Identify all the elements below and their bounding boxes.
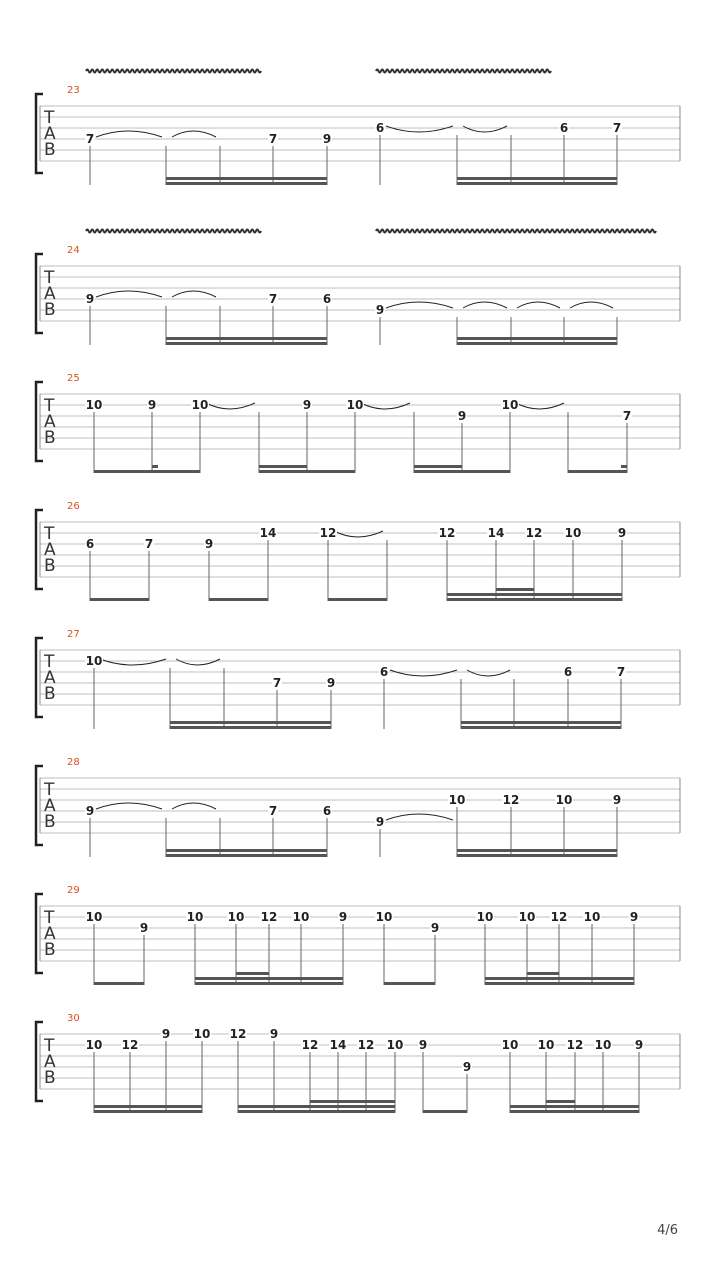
fret-number: 10 xyxy=(85,654,103,668)
beam xyxy=(94,470,200,473)
vibrato-mark xyxy=(86,70,261,73)
sub-beam xyxy=(414,465,462,468)
beam xyxy=(166,337,327,340)
tie-arc xyxy=(172,291,216,297)
tie-arc xyxy=(176,659,220,665)
fret-number: 6 xyxy=(85,537,95,551)
fret-number: 10 xyxy=(501,1038,519,1052)
fret-number: 10 xyxy=(518,910,536,924)
fret-number: 12 xyxy=(260,910,278,924)
fret-number: 9 xyxy=(375,303,385,317)
fret-number: 10 xyxy=(292,910,310,924)
fret-number: 9 xyxy=(139,921,149,935)
beam xyxy=(447,598,622,601)
measure-number: 29 xyxy=(67,885,80,896)
tab-clef-letter: T xyxy=(44,108,55,128)
fret-number: 10 xyxy=(476,910,494,924)
fret-number: 10 xyxy=(583,910,601,924)
fret-number: 12 xyxy=(502,793,520,807)
measure-number: 27 xyxy=(67,629,80,640)
beam xyxy=(166,849,327,852)
fret-number: 10 xyxy=(386,1038,404,1052)
tab-clef-letter: B xyxy=(44,940,56,960)
fret-number: 9 xyxy=(418,1038,428,1052)
fret-number: 9 xyxy=(302,398,312,412)
tie-arc xyxy=(206,403,255,409)
fret-number: 9 xyxy=(462,1060,472,1074)
tie-arc xyxy=(172,131,216,137)
fret-number: 6 xyxy=(559,121,569,135)
tie-arc xyxy=(386,126,453,132)
beam xyxy=(510,1105,639,1108)
beam xyxy=(423,1110,467,1113)
tie-arc xyxy=(334,531,383,537)
tie-arc xyxy=(516,403,564,409)
fret-number: 10 xyxy=(227,910,245,924)
fret-number: 9 xyxy=(629,910,639,924)
fret-number: 10 xyxy=(85,1038,103,1052)
beam xyxy=(510,1110,639,1113)
fret-number: 14 xyxy=(487,526,505,540)
fret-number: 10 xyxy=(375,910,393,924)
beam xyxy=(238,1105,395,1108)
beam xyxy=(457,849,617,852)
tie-arc xyxy=(517,302,560,308)
fret-number: 7 xyxy=(622,409,632,423)
tab-clef-letter: A xyxy=(44,668,56,688)
tab-clef-letter: T xyxy=(44,396,55,416)
beam xyxy=(94,982,144,985)
beam xyxy=(485,982,634,985)
fret-number: 12 xyxy=(566,1038,584,1052)
fret-number: 7 xyxy=(268,804,278,818)
fret-number: 12 xyxy=(229,1027,247,1041)
tab-clef-letter: T xyxy=(44,524,55,544)
beam xyxy=(461,726,621,729)
beam xyxy=(94,1110,202,1113)
fret-number: 7 xyxy=(268,292,278,306)
fret-number: 10 xyxy=(191,398,209,412)
tie-arc xyxy=(463,126,507,132)
fret-number: 10 xyxy=(501,398,519,412)
sub-beam xyxy=(496,588,534,591)
beam xyxy=(94,1105,202,1108)
measure-number: 23 xyxy=(67,85,80,96)
sub-beam xyxy=(527,972,559,975)
fret-number: 7 xyxy=(616,665,626,679)
beam xyxy=(195,977,343,980)
tab-clef-letter: B xyxy=(44,428,56,448)
tab-clef-letter: B xyxy=(44,556,56,576)
beam xyxy=(568,470,627,473)
tie-arc xyxy=(96,803,162,809)
tie-arc xyxy=(386,814,453,820)
fret-number: 9 xyxy=(457,409,467,423)
sub-beam xyxy=(621,465,627,468)
beam xyxy=(457,342,617,345)
beam xyxy=(485,977,634,980)
fret-number: 10 xyxy=(594,1038,612,1052)
fret-number: 9 xyxy=(338,910,348,924)
tie-arc xyxy=(386,302,453,308)
measure-number: 28 xyxy=(67,757,80,768)
beam xyxy=(170,726,331,729)
beam xyxy=(457,182,617,185)
beam xyxy=(195,982,343,985)
fret-number: 10 xyxy=(193,1027,211,1041)
tab-clef-letter: A xyxy=(44,284,56,304)
tab-clef-letter: T xyxy=(44,1036,55,1056)
tie-arc xyxy=(172,803,216,809)
vibrato-mark xyxy=(376,70,551,73)
tie-arc xyxy=(390,670,457,676)
fret-number: 10 xyxy=(564,526,582,540)
fret-number: 12 xyxy=(301,1038,319,1052)
fret-number: 9 xyxy=(85,292,95,306)
fret-number: 12 xyxy=(319,526,337,540)
fret-number: 10 xyxy=(346,398,364,412)
tie-arc xyxy=(100,659,166,665)
fret-number: 9 xyxy=(326,676,336,690)
sub-beam xyxy=(546,1100,575,1103)
fret-number: 10 xyxy=(186,910,204,924)
tab-clef-letter: A xyxy=(44,412,56,432)
beam xyxy=(166,182,327,185)
fret-number: 12 xyxy=(357,1038,375,1052)
fret-number: 14 xyxy=(329,1038,347,1052)
beam xyxy=(166,854,327,857)
tie-arc xyxy=(570,302,613,308)
beam xyxy=(166,342,327,345)
tab-clef-letter: A xyxy=(44,924,56,944)
tie-arc xyxy=(361,403,410,409)
fret-number: 6 xyxy=(563,665,573,679)
fret-number: 6 xyxy=(375,121,385,135)
sub-beam xyxy=(259,465,307,468)
fret-number: 9 xyxy=(161,1027,171,1041)
tab-clef-letter: T xyxy=(44,908,55,928)
vibrato-mark xyxy=(86,230,261,233)
tie-arc xyxy=(96,131,162,137)
tab-clef-letter: T xyxy=(44,780,55,800)
beam xyxy=(209,598,268,601)
measure-number: 26 xyxy=(67,501,80,512)
tab-clef-letter: A xyxy=(44,796,56,816)
fret-number: 9 xyxy=(204,537,214,551)
fret-number: 7 xyxy=(612,121,622,135)
fret-number: 10 xyxy=(537,1038,555,1052)
tie-arc xyxy=(467,670,510,676)
beam xyxy=(170,721,331,724)
beam xyxy=(414,470,510,473)
tie-arc xyxy=(463,302,507,308)
fret-number: 10 xyxy=(85,398,103,412)
fret-number: 7 xyxy=(272,676,282,690)
fret-number: 6 xyxy=(322,292,332,306)
fret-number: 12 xyxy=(525,526,543,540)
measure-number: 25 xyxy=(67,373,80,384)
tab-clef-letter: T xyxy=(44,268,55,288)
tab-clef-letter: A xyxy=(44,124,56,144)
fret-number: 6 xyxy=(379,665,389,679)
fret-number: 12 xyxy=(438,526,456,540)
fret-number: 9 xyxy=(430,921,440,935)
beam xyxy=(238,1110,395,1113)
fret-number: 9 xyxy=(634,1038,644,1052)
fret-number: 7 xyxy=(85,132,95,146)
fret-number: 12 xyxy=(121,1038,139,1052)
tab-clef-letter: A xyxy=(44,1052,56,1072)
fret-number: 12 xyxy=(550,910,568,924)
tie-arc xyxy=(96,291,162,297)
sub-beam xyxy=(152,465,158,468)
fret-number: 6 xyxy=(322,804,332,818)
page-number: 4/6 xyxy=(657,1223,678,1238)
measure-number: 30 xyxy=(67,1013,80,1024)
fret-number: 9 xyxy=(269,1027,279,1041)
beam xyxy=(90,598,149,601)
vibrato-mark xyxy=(376,230,656,233)
fret-number: 9 xyxy=(375,815,385,829)
fret-number: 9 xyxy=(617,526,627,540)
tab-clef-letter: T xyxy=(44,652,55,672)
fret-number: 10 xyxy=(85,910,103,924)
fret-number: 7 xyxy=(144,537,154,551)
fret-number: 7 xyxy=(268,132,278,146)
tab-clef-letter: B xyxy=(44,684,56,704)
tab-clef-letter: A xyxy=(44,540,56,560)
beam xyxy=(461,721,621,724)
beam xyxy=(457,177,617,180)
fret-number: 10 xyxy=(555,793,573,807)
fret-number: 14 xyxy=(259,526,277,540)
tab-clef-letter: B xyxy=(44,140,56,160)
beam xyxy=(457,854,617,857)
beam xyxy=(259,470,355,473)
beam xyxy=(447,593,622,596)
fret-number: 9 xyxy=(147,398,157,412)
beam xyxy=(384,982,435,985)
sub-beam xyxy=(310,1100,395,1103)
fret-number: 10 xyxy=(448,793,466,807)
sub-beam xyxy=(236,972,269,975)
tab-clef-letter: B xyxy=(44,300,56,320)
fret-number: 9 xyxy=(322,132,332,146)
measure-number: 24 xyxy=(67,245,80,256)
tab-clef-letter: B xyxy=(44,1068,56,1088)
beam xyxy=(166,177,327,180)
fret-number: 9 xyxy=(612,793,622,807)
beam xyxy=(328,598,387,601)
beam xyxy=(457,337,617,340)
tab-clef-letter: B xyxy=(44,812,56,832)
fret-number: 9 xyxy=(85,804,95,818)
